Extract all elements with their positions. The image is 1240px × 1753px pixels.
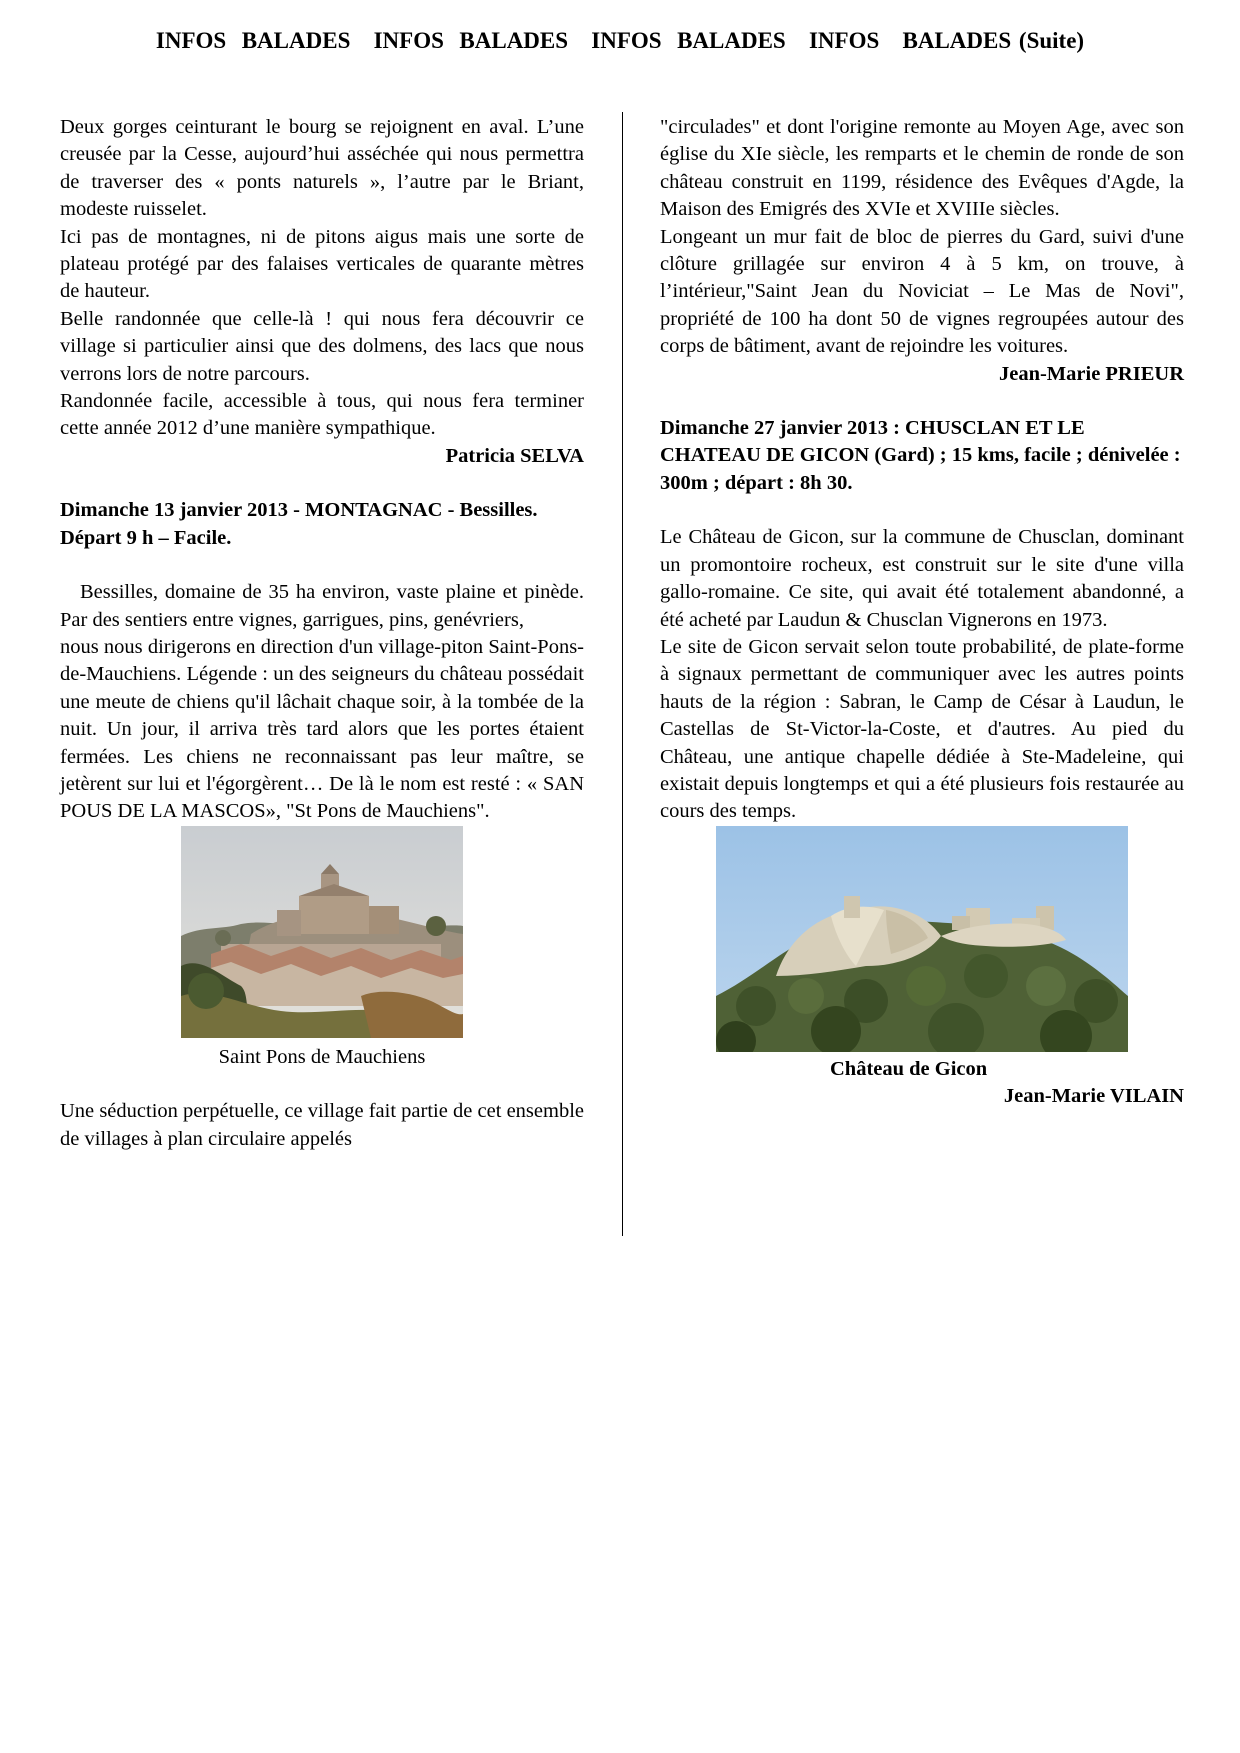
column-divider	[622, 112, 623, 1236]
right-paragraph-longeant: Longeant un mur fait de bloc de pierres du Gard, suivi d'une clôture grillagée sur environ 4 à 5 km, on trouve, à l’intérieur,"Saint Jean du Noviciat – Le Mas de Novi", propriété de 100 ha dont 50 de vignes regroupées autour des corps de bâtiment, avant de rejoindre les voitures.	[660, 225, 1184, 358]
left-paragraph-gorges: Deux gorges ceinturant le bourg se rejoignent en aval. L’une creusée par la Cesse, aujourd’hui asséchée qui nous permettra de traverser des « ponts naturels », l’autre par le Briant, modeste ruisselet.	[60, 116, 584, 221]
event-heading-chusclan: Dimanche 27 janvier 2013 : CHUSCLAN ET LE CHATEAU DE GICON (Gard) ; 15 kms, facile ; dénivelée : 300m ; départ : 8h 30.	[660, 417, 1181, 494]
left-paragraph-legende: nous nous dirigerons en direction d'un village-piton Saint-Pons-de-Mauchiens. Légende : un des seigneurs du château possédait une meute de chiens qu'il lâchait chaque soir, à la tombée de la nuit. Un jour, il arriva très tard alors que les portes étaient fermées. Les chiens ne reconnaissant pas leur maître, se jetèrent sur lui et l'égorgèrent… De là le nom est resté : « SAN POUS DE LA MASCOS», "St Pons de Mauchiens".	[60, 635, 584, 823]
photo-chateau-de-gicon	[716, 826, 1128, 1052]
left-column	[60, 114, 584, 1153]
left-paragraph-facile: Randonnée facile, accessible à tous, qui nous fera terminer cette année 2012 d’une manière sympathique.	[60, 390, 584, 440]
left-paragraph-plateau: Ici pas de montagnes, ni de pitons aigus mais une sorte de plateau protégé par des falaises verticales de quarante mètres de hauteur.	[60, 225, 584, 303]
event-heading-montagnac: Dimanche 13 janvier 2013 - MONTAGNAC - Bessilles. Départ 9 h – Facile.	[60, 499, 538, 549]
right-column	[660, 114, 1184, 1111]
right-paragraph-signaux: Le site de Gicon servait selon toute probabilité, de plate-forme à signaux permettant de communiquer avec les autres points hauts de la région : Sabran, le Camp de César à Laudun, le Castellas de St-Victor-la-Coste, et d'autres. Au pied du Château, une antique chapelle dédiée à Ste-Madeleine, qui existait depuis longtemps et qui a été plusieurs fois restaurée au cours des temps.	[660, 635, 1184, 823]
author-signature-prieur: Jean-Marie PRIEUR	[998, 362, 1184, 385]
caption-chateau-gicon: Château de Gicon	[830, 1057, 988, 1080]
left-paragraph-randonnee: Belle randonnée que celle-là ! qui nous fera découvrir ce village si particulier ainsi que des dolmens, des lacs que nous verrons lors de notre parcours.	[60, 307, 584, 385]
author-signature-selva: Patricia SELVA	[445, 444, 584, 467]
photo-saint-pons-de-mauchiens	[181, 826, 463, 1038]
figure-saint-pons	[60, 826, 584, 1071]
caption-saint-pons: Saint Pons de Mauchiens	[218, 1045, 426, 1068]
left-paragraph-seduction: Une séduction perpétuelle, ce village fait partie de cet ensemble de villages à plan circulaire appelés	[60, 1100, 584, 1150]
right-paragraph-circulades: "circulades" et dont l'origine remonte au Moyen Age, avec son église du XIe siècle, les remparts et le chemin de ronde de son château construit en 1199, résidence des Evêques d'Agde, la Maison des Emigrés des XVIe et XVIIIe siècles.	[660, 116, 1184, 221]
left-paragraph-bessilles: Bessilles, domaine de 35 ha environ, vaste plaine et pinède. Par des sentiers entre vignes, garrigues, pins, genévriers,	[60, 581, 584, 631]
right-paragraph-gicon: Le Château de Gicon, sur la commune de Chusclan, dominant un promontoire rocheux, est construit sur le site d'une villa gallo-romaine. Ce site, qui avait été totalement abandonné, a été acheté par Laudun & Chusclan Vignerons en 1973.	[660, 526, 1184, 631]
page-header: INFOS BALADES INFOS BALADES INFOS BALADES INFOS BALADES (Suite)	[155, 28, 1085, 53]
figure-chateau-gicon	[660, 826, 1184, 1052]
author-signature-vilain: Jean-Marie VILAIN	[1003, 1085, 1184, 1108]
